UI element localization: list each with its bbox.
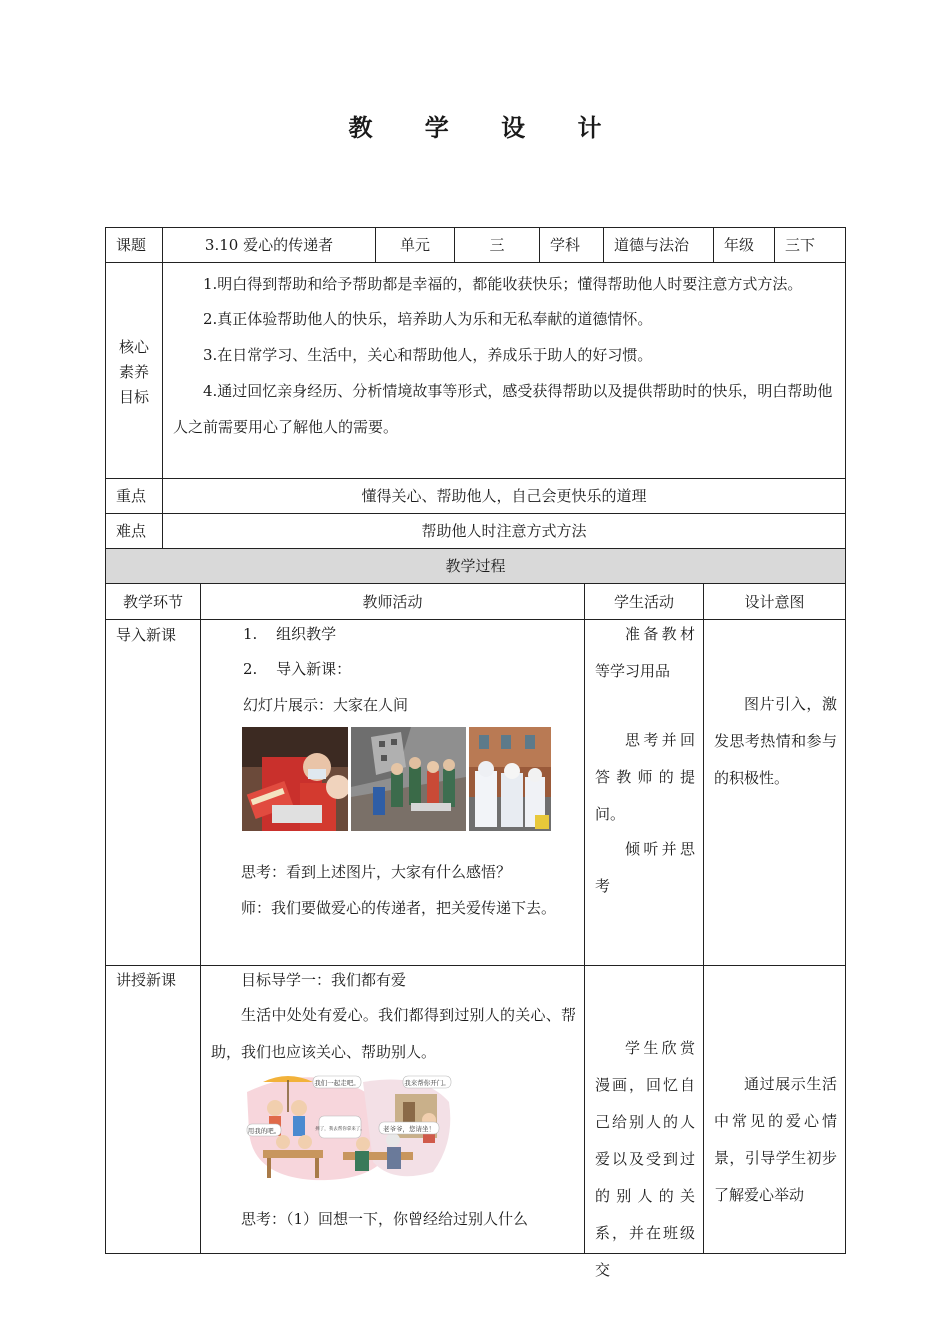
column-header-intent: 设计意图	[703, 583, 846, 620]
think-question: 思考：看到上述图片，大家有什么感悟？	[241, 863, 512, 881]
slide-caption: 幻灯片展示：大家在人间	[243, 696, 409, 714]
goals-content	[162, 262, 846, 479]
student-activity-text: 倾听并思考	[595, 840, 695, 895]
teacher-activity-cell	[200, 619, 585, 966]
grade-value: 三下	[774, 227, 846, 263]
goals-label-line: 素养	[118, 363, 149, 381]
comic-bubble-text: 我来帮你开门。	[404, 1079, 450, 1087]
list-item	[243, 616, 336, 653]
list-text: 导入新课：	[276, 660, 352, 678]
teacher-activity-cell	[200, 965, 585, 1254]
learning-goal-heading: 目标导学一：我们都有爱	[241, 971, 407, 989]
design-intent-text: 图片引入，激发思考热情和参与的积极性。	[714, 695, 837, 787]
goal-item: 3.在日常学习、生活中，关心和帮助他人，养成乐于助人的好习惯。	[203, 346, 653, 364]
student-activity-cell	[584, 965, 704, 1279]
design-intent-text: 通过展示生活中常见的爱心情景，引导学生初步了解爱心举动	[714, 1075, 837, 1204]
topic-value: 3.10 爱心的传递者	[162, 227, 376, 263]
volunteer-photo	[242, 727, 348, 831]
student-activity-text: 准备教材等学习用品	[595, 625, 695, 680]
student-activity-cell	[584, 619, 704, 966]
medical-workers-photo	[469, 727, 551, 831]
list-number: 1.	[243, 625, 258, 643]
rescue-photo	[351, 727, 466, 831]
topic-label: 课题	[105, 227, 163, 263]
goals-label-line: 核心	[118, 338, 149, 356]
key-point-value: 懂得关心、帮助他人，自己会更快乐的道理	[162, 478, 846, 514]
subject-label: 学科	[539, 227, 604, 263]
goals-label	[105, 262, 163, 479]
unit-value: 三	[454, 227, 540, 263]
key-point-label: 重点	[105, 478, 163, 514]
design-intent-cell	[703, 619, 846, 966]
document-title: 教 学 设 计	[348, 114, 624, 142]
difficulty-label: 难点	[105, 513, 163, 549]
grade-label: 年级	[713, 227, 775, 263]
teacher-summary: 师：我们要做爱心的传递者，把关爱传递下去。	[241, 899, 557, 917]
column-header-student: 学生活动	[584, 583, 704, 620]
lesson-paragraph: 生活中处处有爱心。我们都得到过别人的关心、帮助，我们也应该关心、帮助别人。	[211, 1006, 576, 1061]
list-item	[243, 651, 351, 688]
think-question: 思考：（1）回想一下，你曾经给过别人什么	[241, 1210, 529, 1228]
list-text: 组织教学	[276, 625, 337, 643]
list-number: 2.	[243, 660, 258, 678]
goal-item: 4.通过回忆亲身经历、分析情境故事等形式，感受获得帮助以及提供帮助时的快乐，明白帮助他人之前需要用心了解他人的需要。	[173, 382, 833, 436]
comic-bubble-text: 摔了，我去帮你拿来了。	[315, 1127, 365, 1132]
goal-item: 1.明白得到帮助和给予帮助都是幸福的，都能收获快乐；懂得帮助他人时要注意方式方法。	[203, 275, 803, 293]
student-activity-text: 学生欣赏漫画，回忆自己给别人的人爱以及受到过的别人的关系，并在班级交	[595, 1039, 695, 1279]
design-intent-cell	[703, 965, 846, 1254]
goal-item: 2.真正体验帮助他人的快乐，培养助人为乐和无私奉献的道德情怀。	[203, 310, 653, 328]
process-heading: 教学过程	[105, 548, 846, 584]
stage-cell: 导入新课	[105, 619, 201, 966]
unit-label: 单元	[375, 227, 455, 263]
column-header-teacher: 教师活动	[200, 583, 585, 620]
goals-label-line: 目标	[118, 388, 149, 406]
caring-comic-illustration	[243, 1072, 455, 1184]
student-activity-text: 思考并回答教师的提问。	[595, 731, 695, 823]
comic-bubble-text: 老爷爷，您请坐！	[383, 1125, 435, 1133]
stage-cell: 讲授新课	[105, 965, 201, 1254]
subject-value: 道德与法治	[603, 227, 714, 263]
difficulty-value: 帮助他人时注意方式方法	[162, 513, 846, 549]
comic-bubble-text: 用我的吧。	[247, 1127, 281, 1135]
comic-bubble-text: 我们一起走吧。	[314, 1079, 360, 1087]
column-header-stage: 教学环节	[105, 583, 201, 620]
